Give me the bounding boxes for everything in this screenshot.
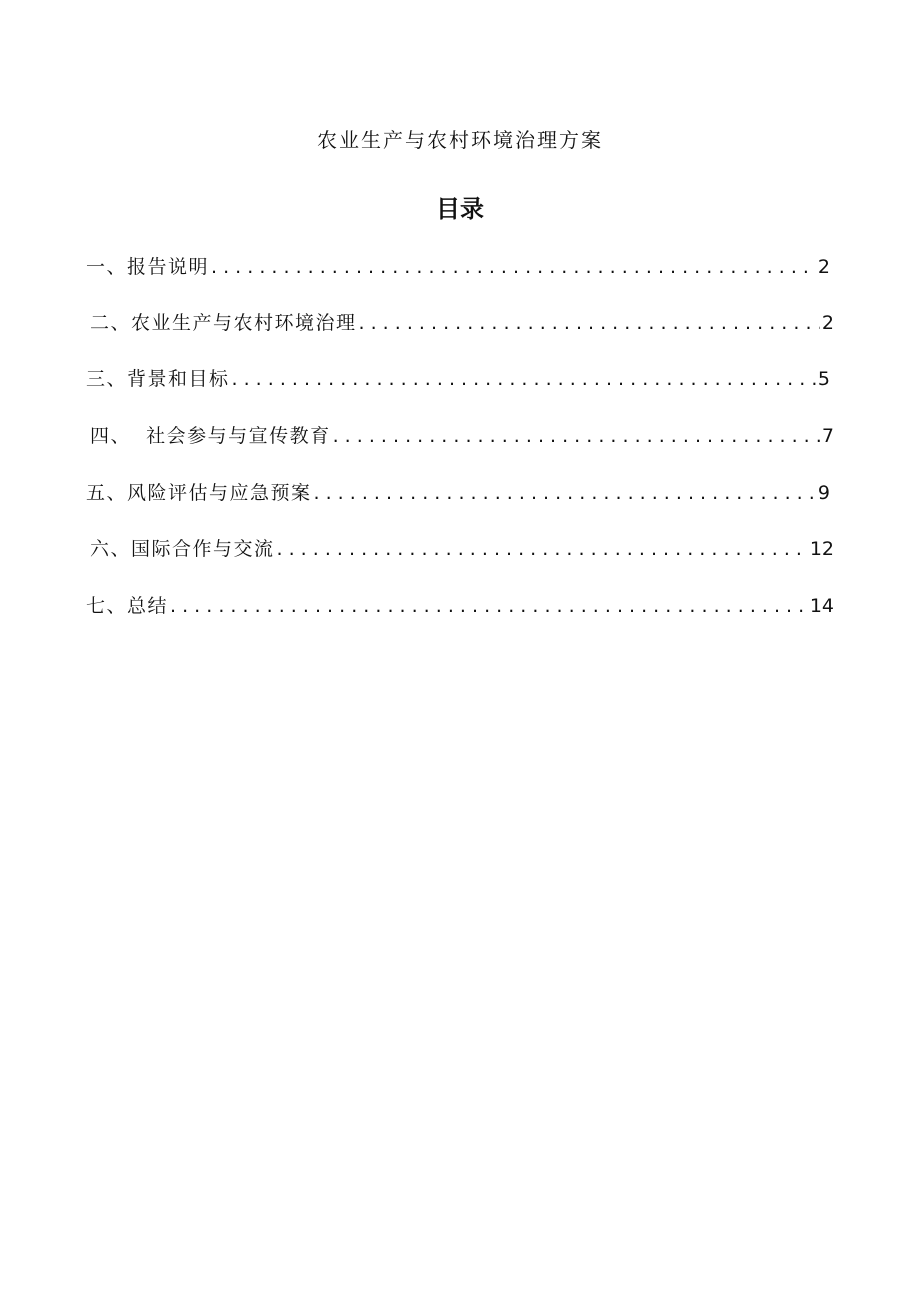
- toc-dot-leader: [333, 425, 820, 447]
- toc-dot-leader: [277, 538, 808, 560]
- toc-entry[interactable]: [86, 364, 830, 394]
- toc-entry-page: 12: [809, 538, 834, 560]
- toc-entry[interactable]: [86, 252, 830, 282]
- document-title: 农业生产与农村环境治理方案: [317, 128, 603, 152]
- toc-entry-label: 五、风险评估与应急预案: [86, 482, 312, 504]
- toc-entry[interactable]: [90, 421, 834, 451]
- toc-entry-label: 一、报告说明: [86, 256, 210, 278]
- toc-entry[interactable]: [86, 478, 830, 508]
- toc-entry-page: 2: [821, 312, 834, 334]
- toc-dot-leader: [211, 256, 816, 278]
- toc-dot-leader: [170, 595, 808, 617]
- toc-entry-label: 三、背景和目标: [86, 368, 230, 390]
- toc-entry[interactable]: [90, 308, 834, 338]
- toc-entry-label: 四、 社会参与与宣传教育: [90, 425, 331, 447]
- toc-heading: 目录: [436, 195, 484, 223]
- toc-entry-page: 9: [817, 482, 830, 504]
- toc-entry-page: 2: [817, 256, 830, 278]
- toc-entry[interactable]: [86, 591, 834, 621]
- toc-entry-page: 5: [817, 368, 830, 390]
- toc-entry-label: 二、农业生产与农村环境治理: [90, 312, 357, 334]
- toc-dot-leader: [314, 482, 816, 504]
- toc-dot-leader: [359, 312, 820, 334]
- toc-entry-page: 7: [821, 425, 834, 447]
- toc-entry[interactable]: [90, 534, 834, 564]
- toc-entry-label: 六、国际合作与交流: [90, 538, 275, 560]
- toc-dot-leader: [232, 368, 816, 390]
- toc-entry-page: 14: [809, 595, 834, 617]
- toc-entry-label: 七、总结: [86, 595, 169, 617]
